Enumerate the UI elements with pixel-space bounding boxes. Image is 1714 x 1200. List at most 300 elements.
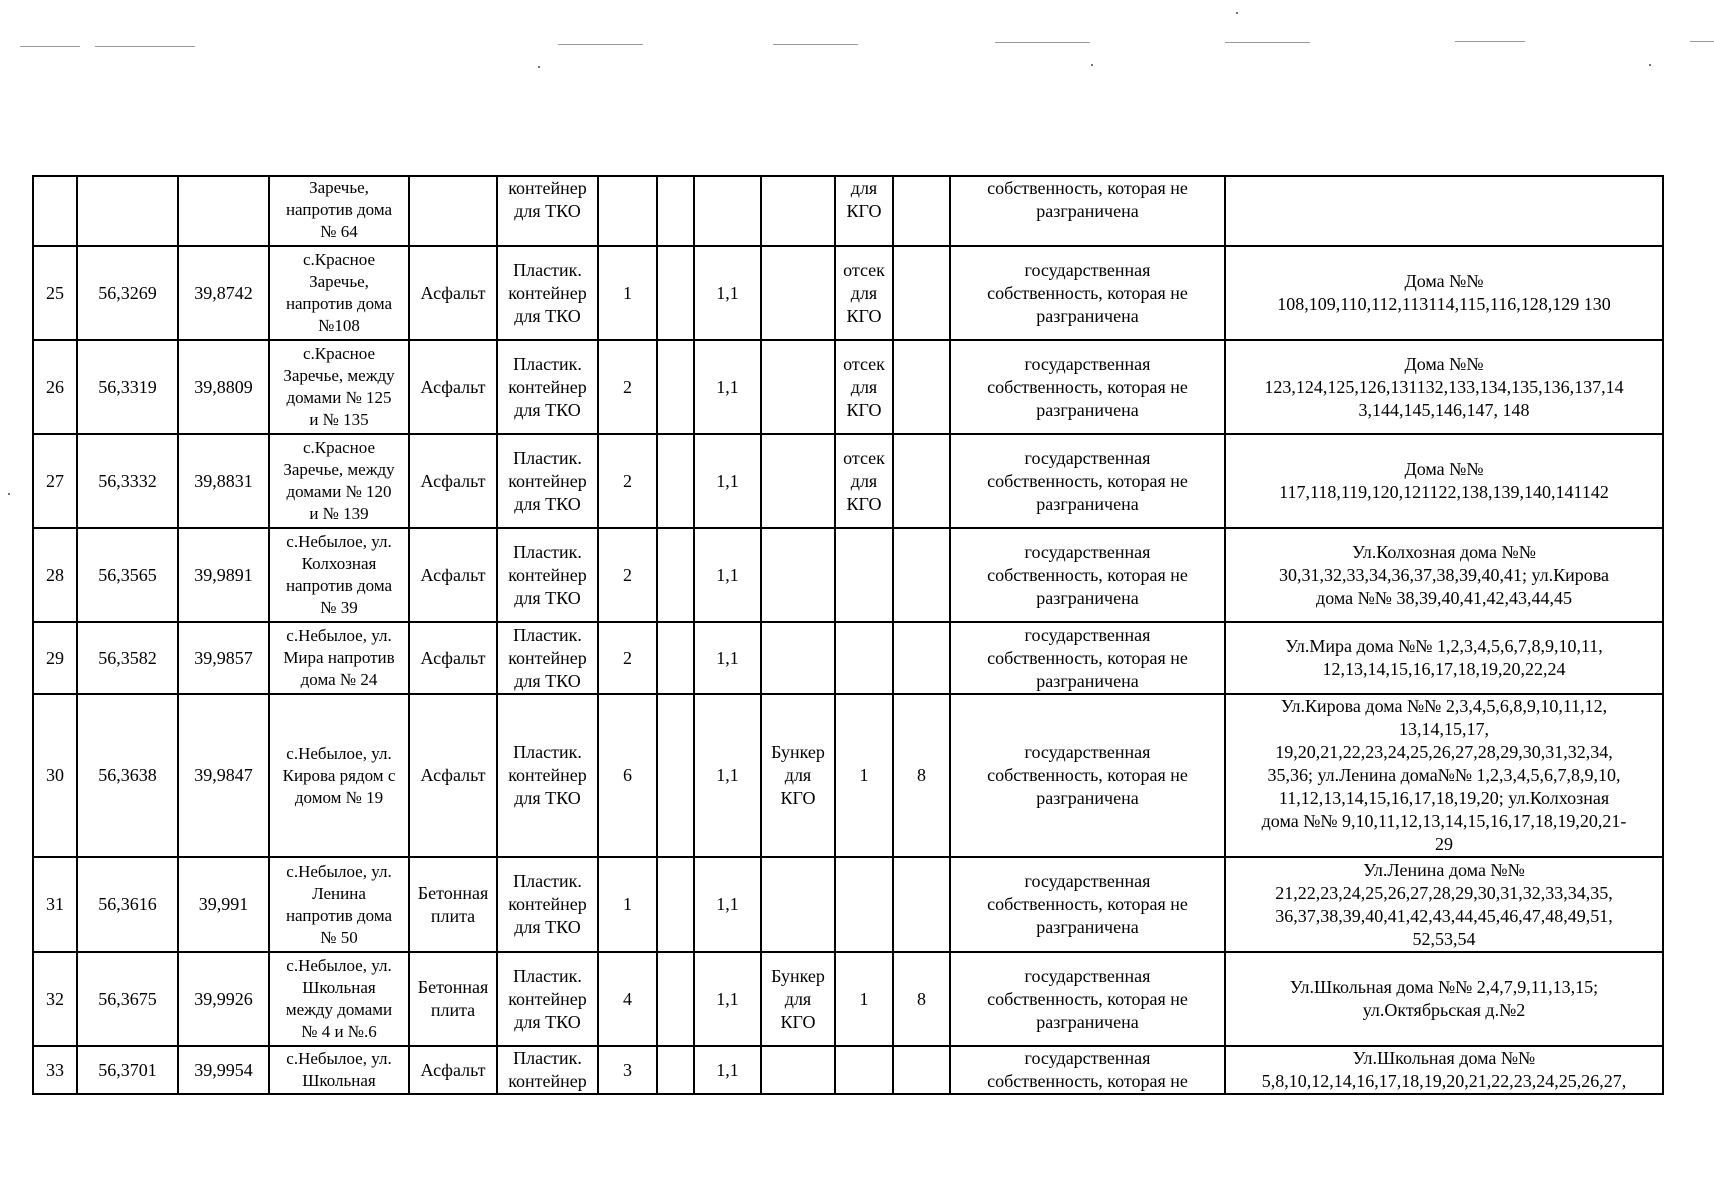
table-row bbox=[33, 857, 1663, 952]
cell-line: Заречье, bbox=[309, 178, 369, 197]
cell-kgo-count bbox=[893, 176, 950, 246]
cell-line: 21,22,23,24,25,26,27,28,29,30,31,32,33,34,35, bbox=[1275, 882, 1613, 903]
cell-houses bbox=[1225, 622, 1663, 694]
waste-sites-table bbox=[32, 175, 1664, 1095]
cell-longitude: 39,8742 bbox=[178, 246, 269, 340]
cell-line: Пластик. bbox=[513, 871, 582, 891]
cell-line: для ТКО bbox=[514, 201, 581, 221]
cell-line: 117,118,119,120,121122,138,139,140,141142 bbox=[1279, 482, 1609, 502]
cell-line: 35,36; ул.Ленина дома№№ 1,2,3,4,5,6,7,8,9,10, bbox=[1267, 765, 1621, 785]
cell-line: Ул.Школьная дома №№ bbox=[1352, 1048, 1536, 1068]
cell-line: Ул.Мира дома №№ 1,2,3,4,5,6,7,8,9,10,11, bbox=[1285, 636, 1603, 656]
cell-container-type bbox=[497, 694, 598, 857]
cell-line: собственность, которая не bbox=[987, 376, 1188, 397]
cell-number: 30 bbox=[33, 694, 77, 857]
cell-line: с.Небылое, ул. bbox=[286, 861, 392, 881]
table-row bbox=[33, 246, 1663, 340]
cell-volume: 1,1 bbox=[694, 246, 761, 340]
cell-container-type bbox=[497, 246, 598, 340]
cell-number: 32 bbox=[33, 952, 77, 1046]
cell-number: 26 bbox=[33, 340, 77, 434]
cell-line: КГО bbox=[780, 1011, 816, 1032]
scan-artifact bbox=[8, 493, 10, 495]
cell-ownership bbox=[950, 340, 1225, 434]
cell-line: Бункер bbox=[771, 742, 825, 762]
cell-ownership bbox=[950, 694, 1225, 857]
cell-empty bbox=[657, 622, 694, 694]
cell-surface bbox=[409, 952, 497, 1046]
cell-line: напротив дома bbox=[285, 200, 393, 219]
cell-line: разграничена bbox=[1036, 399, 1139, 420]
cell-line: Бетонная bbox=[417, 977, 489, 997]
cell-line: между домами bbox=[285, 1000, 393, 1019]
cell-volume: 1,1 bbox=[694, 434, 761, 528]
cell-line: Пластик. bbox=[513, 259, 582, 280]
cell-line: государственная bbox=[1024, 447, 1151, 468]
cell-kgo-count bbox=[835, 622, 893, 694]
cell-line: Ленина bbox=[312, 883, 366, 903]
cell-houses bbox=[1225, 246, 1663, 340]
cell-line: 19,20,21,22,23,24,25,26,27,28,29,30,31,32,34, bbox=[1275, 742, 1613, 762]
cell-kgo-count: 1 bbox=[835, 952, 893, 1046]
cell-line: напротив дома bbox=[285, 294, 393, 313]
table-row bbox=[33, 694, 1663, 857]
cell-surface bbox=[409, 622, 497, 694]
cell-line: Ул.Кирова дома №№ 2,3,4,5,6,8,9,10,11,12, bbox=[1280, 696, 1608, 716]
cell-bunker bbox=[761, 246, 835, 340]
cell-line: контейнер bbox=[508, 765, 587, 785]
cell-line: Пластик. bbox=[513, 624, 582, 645]
cell-line: государственная bbox=[1024, 1048, 1151, 1068]
cell-count: 4 bbox=[598, 952, 657, 1046]
cell-volume: 1,1 bbox=[694, 622, 761, 694]
cell-line: разграничена bbox=[1036, 1011, 1139, 1032]
cell-container-type bbox=[497, 528, 598, 622]
cell-line: с.Небылое, ул. bbox=[286, 532, 392, 551]
cell-container-type bbox=[497, 340, 598, 434]
cell-kgo-compartment bbox=[835, 340, 893, 434]
cell-ownership bbox=[950, 1046, 1225, 1094]
cell-line: разграничена bbox=[1036, 305, 1139, 326]
cell-line: № 64 bbox=[320, 222, 358, 241]
cell-volume bbox=[694, 176, 761, 246]
scan-artifact bbox=[995, 42, 1090, 43]
cell-empty bbox=[657, 857, 694, 952]
cell-bunker bbox=[761, 1046, 835, 1094]
cell-line: и № 139 bbox=[309, 504, 369, 523]
cell-empty bbox=[657, 694, 694, 857]
cell-line: для bbox=[850, 376, 878, 397]
cell-line: для bbox=[784, 765, 812, 785]
cell-longitude bbox=[178, 176, 269, 246]
cell-line: Дома №№ bbox=[1404, 271, 1484, 291]
cell-ownership bbox=[950, 857, 1225, 952]
cell-line: Заречье, между bbox=[283, 366, 395, 385]
scan-artifact bbox=[1091, 64, 1093, 66]
cell-bunker bbox=[761, 340, 835, 434]
cell-line: Асфальт bbox=[420, 282, 486, 303]
cell-kgo-compartment bbox=[835, 434, 893, 528]
cell-count: 1 bbox=[598, 246, 657, 340]
cell-latitude bbox=[77, 176, 178, 246]
cell-kgo-compartment bbox=[835, 246, 893, 340]
table-row bbox=[33, 952, 1663, 1046]
cell-line: для bbox=[850, 470, 878, 491]
cell-bunker bbox=[761, 952, 835, 1046]
cell-line: КГО bbox=[846, 399, 882, 420]
scan-artifact bbox=[773, 44, 858, 45]
cell-line: контейнер bbox=[508, 988, 587, 1009]
cell-line: № 39 bbox=[320, 598, 358, 617]
cell-kgo-count: 1 bbox=[835, 694, 893, 857]
cell-latitude: 56,3269 bbox=[77, 246, 178, 340]
cell-line: собственность, которая не bbox=[987, 470, 1188, 491]
cell-latitude: 56,3701 bbox=[77, 1046, 178, 1094]
cell-bunker bbox=[761, 694, 835, 857]
scan-artifact bbox=[20, 46, 80, 47]
cell-latitude: 56,3638 bbox=[77, 694, 178, 857]
cell-bunker bbox=[761, 857, 835, 952]
cell-count: 6 bbox=[598, 694, 657, 857]
cell-volume: 1,1 bbox=[694, 952, 761, 1046]
cell-houses bbox=[1225, 694, 1663, 857]
cell-line: дома №№ 9,10,11,12,13,14,15,16,17,18,19,20,21- bbox=[1261, 811, 1627, 831]
cell-latitude: 56,3565 bbox=[77, 528, 178, 622]
cell-surface bbox=[409, 1046, 497, 1094]
cell-line: государственная bbox=[1024, 742, 1151, 762]
cell-line: государственная bbox=[1024, 871, 1151, 891]
cell-line: государственная bbox=[1024, 259, 1151, 280]
cell-count: 2 bbox=[598, 528, 657, 622]
cell-line: собственность, которая не bbox=[987, 178, 1188, 198]
cell-line: отсек bbox=[843, 259, 885, 280]
cell-longitude: 39,9926 bbox=[178, 952, 269, 1046]
cell-line: КГО bbox=[846, 305, 882, 326]
cell-line: контейнер bbox=[508, 178, 587, 198]
cell-latitude: 56,3319 bbox=[77, 340, 178, 434]
cell-address bbox=[269, 246, 409, 340]
cell-address bbox=[269, 528, 409, 622]
cell-line: для ТКО bbox=[514, 587, 581, 608]
cell-count: 1 bbox=[598, 857, 657, 952]
cell-longitude: 39,9954 bbox=[178, 1046, 269, 1094]
cell-line: государственная bbox=[1024, 353, 1151, 374]
cell-line: государственная bbox=[1024, 624, 1151, 645]
table-row bbox=[33, 528, 1663, 622]
cell-empty bbox=[657, 340, 694, 434]
cell-line: собственность, которая не bbox=[987, 765, 1188, 785]
cell-line: Пластик. bbox=[513, 353, 582, 374]
cell-line: контейнер bbox=[508, 1071, 587, 1091]
cell-line: контейнер bbox=[508, 282, 587, 303]
cell-bunker bbox=[761, 176, 835, 246]
cell-line: Бетонная bbox=[417, 882, 489, 903]
cell-line: контейнер bbox=[508, 564, 587, 585]
cell-line: для ТКО bbox=[514, 493, 581, 514]
scan-artifact bbox=[1690, 41, 1714, 42]
table-row-continued bbox=[33, 176, 1663, 246]
cell-line: с.Небылое, ул. bbox=[286, 956, 392, 975]
table-row bbox=[33, 340, 1663, 434]
cell-bunker bbox=[761, 434, 835, 528]
cell-count: 3 bbox=[598, 1046, 657, 1094]
cell-kgo-count bbox=[835, 1046, 893, 1094]
cell-surface bbox=[409, 176, 497, 246]
cell-line: собственность, которая не bbox=[987, 988, 1188, 1009]
cell-line: Колхозная bbox=[301, 554, 377, 573]
cell-line: Пластик. bbox=[513, 541, 582, 562]
cell-line: Пластик. bbox=[513, 1048, 582, 1068]
cell-line: собственность, которая не bbox=[987, 564, 1188, 585]
scan-artifact bbox=[95, 46, 195, 47]
cell-ownership bbox=[950, 952, 1225, 1046]
cell-line: разграничена bbox=[1036, 493, 1139, 514]
cell-line: 108,109,110,112,113114,115,116,128,129 130 bbox=[1277, 294, 1611, 314]
cell-line: собственность, которая не bbox=[987, 894, 1188, 914]
cell-address bbox=[269, 434, 409, 528]
cell-line: Заречье, bbox=[309, 272, 369, 291]
cell-line: 30,31,32,33,34,36,37,38,39,40,41; ул.Кирова bbox=[1278, 564, 1610, 585]
cell-latitude: 56,3332 bbox=[77, 434, 178, 528]
cell-container-type bbox=[497, 952, 598, 1046]
cell-houses bbox=[1225, 857, 1663, 952]
cell-kgo-count bbox=[835, 857, 893, 952]
cell-address bbox=[269, 176, 409, 246]
cell-volume: 1,1 bbox=[694, 857, 761, 952]
cell-line: 123,124,125,126,131132,133,134,135,136,137,14 bbox=[1264, 376, 1624, 397]
scan-artifact bbox=[1225, 42, 1310, 43]
cell-houses bbox=[1225, 434, 1663, 528]
cell-empty bbox=[657, 528, 694, 622]
cell-line: контейнер bbox=[508, 647, 587, 668]
cell-container-type bbox=[497, 857, 598, 952]
cell-container-type bbox=[497, 434, 598, 528]
cell-line: Асфальт bbox=[420, 470, 486, 491]
cell-line: для ТКО bbox=[514, 917, 581, 937]
cell-line: 13,14,15,17, bbox=[1399, 719, 1489, 739]
cell-line: дома №№ 38,39,40,41,42,43,44,45 bbox=[1316, 587, 1572, 608]
cell-line: Школьная bbox=[302, 1071, 376, 1090]
cell-line: Мира напротив bbox=[283, 648, 395, 667]
cell-line: с.Небылое, ул. bbox=[286, 1049, 392, 1068]
table-row bbox=[33, 622, 1663, 694]
cell-line: 29 bbox=[1435, 834, 1453, 854]
cell-line: Пластик. bbox=[513, 965, 582, 986]
table-row bbox=[33, 1046, 1663, 1094]
cell-kgo-volume: 8 bbox=[893, 694, 950, 857]
cell-line: КГО bbox=[846, 201, 882, 221]
cell-bunker bbox=[761, 622, 835, 694]
cell-line: 5,8,10,12,14,16,17,18,19,20,21,22,23,24,25,26,27, bbox=[1261, 1071, 1627, 1091]
cell-line: 3,144,145,146,147, 148 bbox=[1358, 399, 1530, 420]
cell-count: 2 bbox=[598, 340, 657, 434]
cell-line: для ТКО bbox=[514, 399, 581, 420]
cell-longitude: 39,991 bbox=[178, 857, 269, 952]
cell-latitude: 56,3675 bbox=[77, 952, 178, 1046]
cell-line: разграничена bbox=[1036, 670, 1139, 691]
cell-number bbox=[33, 176, 77, 246]
cell-line: Заречье, между bbox=[283, 460, 395, 479]
cell-line: для ТКО bbox=[514, 1011, 581, 1032]
cell-kgo-volume bbox=[893, 1046, 950, 1094]
cell-surface bbox=[409, 340, 497, 434]
cell-line: домом № 19 bbox=[294, 787, 384, 807]
cell-line: №108 bbox=[318, 316, 360, 335]
cell-ownership bbox=[950, 246, 1225, 340]
cell-line: Пластик. bbox=[513, 447, 582, 468]
cell-line: дома № 24 bbox=[300, 670, 378, 689]
cell-line: для bbox=[850, 178, 878, 198]
cell-kgo-count bbox=[835, 528, 893, 622]
cell-surface bbox=[409, 528, 497, 622]
cell-kgo-volume: 8 bbox=[893, 952, 950, 1046]
cell-line: разграничена bbox=[1036, 917, 1139, 937]
cell-container-type bbox=[497, 176, 598, 246]
cell-bunker bbox=[761, 528, 835, 622]
cell-line: государственная bbox=[1024, 965, 1151, 986]
scan-artifact bbox=[1649, 64, 1651, 66]
cell-line: 36,37,38,39,40,41,42,43,44,45,46,47,48,49,51, bbox=[1275, 905, 1613, 926]
cell-houses bbox=[1225, 952, 1663, 1046]
cell-line: Бункер bbox=[771, 965, 825, 986]
cell-line: Дома №№ bbox=[1404, 459, 1484, 479]
cell-line: ул.Октябрьская д.№2 bbox=[1362, 1000, 1526, 1020]
cell-empty bbox=[657, 246, 694, 340]
cell-line: 11,12,13,14,15,16,17,18,19,20; ул.Колхозная bbox=[1278, 788, 1610, 808]
cell-latitude: 56,3616 bbox=[77, 857, 178, 952]
cell-line: контейнер bbox=[508, 470, 587, 491]
cell-latitude: 56,3582 bbox=[77, 622, 178, 694]
cell-houses bbox=[1225, 176, 1663, 246]
cell-empty bbox=[657, 434, 694, 528]
cell-line: разграничена bbox=[1036, 788, 1139, 808]
cell-address bbox=[269, 340, 409, 434]
cell-line: контейнер bbox=[508, 894, 587, 914]
cell-line: государственная bbox=[1024, 541, 1151, 562]
cell-line: для bbox=[784, 988, 812, 1009]
cell-number: 27 bbox=[33, 434, 77, 528]
cell-address bbox=[269, 952, 409, 1046]
cell-line: с.Небылое, ул. bbox=[286, 743, 392, 763]
scan-artifact bbox=[1455, 41, 1525, 42]
cell-line: с.Небылое, ул. bbox=[286, 626, 392, 645]
cell-line: домами № 125 bbox=[286, 388, 392, 407]
cell-line: Кирова рядом с bbox=[282, 765, 396, 785]
cell-longitude: 39,9857 bbox=[178, 622, 269, 694]
table-row bbox=[33, 434, 1663, 528]
cell-line: для ТКО bbox=[514, 305, 581, 326]
cell-line: для ТКО bbox=[514, 788, 581, 808]
cell-line: 52,53,54 bbox=[1412, 928, 1476, 949]
cell-line: плита bbox=[430, 1000, 476, 1020]
cell-line: с.Красное bbox=[302, 438, 376, 457]
cell-line: Асфальт bbox=[420, 647, 486, 668]
cell-line: № 4 и №.6 bbox=[301, 1022, 377, 1041]
cell-kgo-compartment bbox=[835, 176, 893, 246]
cell-line: Дома №№ bbox=[1404, 353, 1484, 374]
cell-line: собственность, которая не bbox=[987, 282, 1188, 303]
cell-line: Асфальт bbox=[420, 765, 486, 785]
cell-ownership bbox=[950, 528, 1225, 622]
cell-line: Асфальт bbox=[420, 376, 486, 397]
cell-line: Ул.Ленина дома №№ bbox=[1363, 859, 1525, 880]
cell-ownership bbox=[950, 622, 1225, 694]
cell-kgo-volume bbox=[893, 246, 950, 340]
cell-houses bbox=[1225, 528, 1663, 622]
cell-kgo-volume bbox=[893, 622, 950, 694]
cell-count bbox=[598, 176, 657, 246]
cell-empty bbox=[657, 176, 694, 246]
cell-line: отсек bbox=[843, 353, 885, 374]
cell-line: КГО bbox=[780, 788, 816, 808]
scan-artifact bbox=[558, 44, 643, 45]
cell-kgo-volume bbox=[893, 528, 950, 622]
cell-volume: 1,1 bbox=[694, 340, 761, 434]
cell-address bbox=[269, 694, 409, 857]
cell-line: Школьная bbox=[302, 978, 376, 997]
cell-line: и № 135 bbox=[309, 410, 369, 429]
cell-line: разграничена bbox=[1036, 201, 1139, 221]
cell-line: для ТКО bbox=[514, 670, 581, 691]
cell-line: разграничена bbox=[1036, 587, 1139, 608]
cell-line: КГО bbox=[846, 493, 882, 514]
cell-line: собственность, которая не bbox=[987, 647, 1188, 668]
cell-address bbox=[269, 1046, 409, 1094]
cell-ownership bbox=[950, 176, 1225, 246]
cell-container-type bbox=[497, 1046, 598, 1094]
cell-count: 2 bbox=[598, 622, 657, 694]
cell-kgo-volume bbox=[893, 857, 950, 952]
cell-count: 2 bbox=[598, 434, 657, 528]
cell-line: № 50 bbox=[320, 927, 358, 947]
cell-line: напротив дома bbox=[285, 905, 393, 925]
cell-longitude: 39,9891 bbox=[178, 528, 269, 622]
cell-line: плита bbox=[430, 905, 476, 926]
cell-surface bbox=[409, 246, 497, 340]
cell-address bbox=[269, 622, 409, 694]
cell-number: 28 bbox=[33, 528, 77, 622]
cell-ownership bbox=[950, 434, 1225, 528]
cell-line: Асфальт bbox=[420, 1059, 486, 1080]
cell-line: отсек bbox=[843, 447, 885, 468]
cell-surface bbox=[409, 434, 497, 528]
cell-longitude: 39,9847 bbox=[178, 694, 269, 857]
cell-surface bbox=[409, 857, 497, 952]
cell-line: Асфальт bbox=[420, 564, 486, 585]
cell-kgo-volume bbox=[893, 434, 950, 528]
cell-longitude: 39,8809 bbox=[178, 340, 269, 434]
cell-empty bbox=[657, 1046, 694, 1094]
cell-volume: 1,1 bbox=[694, 694, 761, 857]
scan-artifact bbox=[1236, 12, 1238, 14]
scan-artifact bbox=[538, 66, 540, 68]
cell-address bbox=[269, 857, 409, 952]
cell-number: 31 bbox=[33, 857, 77, 952]
cell-volume: 1,1 bbox=[694, 1046, 761, 1094]
cell-container-type bbox=[497, 622, 598, 694]
cell-line: домами № 120 bbox=[286, 482, 392, 501]
cell-number: 25 bbox=[33, 246, 77, 340]
cell-houses bbox=[1225, 1046, 1663, 1094]
cell-line: собственность, которая не bbox=[987, 1071, 1188, 1091]
cell-line: напротив дома bbox=[285, 576, 393, 595]
cell-longitude: 39,8831 bbox=[178, 434, 269, 528]
cell-kgo-volume bbox=[893, 340, 950, 434]
cell-volume: 1,1 bbox=[694, 528, 761, 622]
cell-number: 29 bbox=[33, 622, 77, 694]
cell-empty bbox=[657, 952, 694, 1046]
cell-line: с.Красное bbox=[302, 250, 376, 269]
